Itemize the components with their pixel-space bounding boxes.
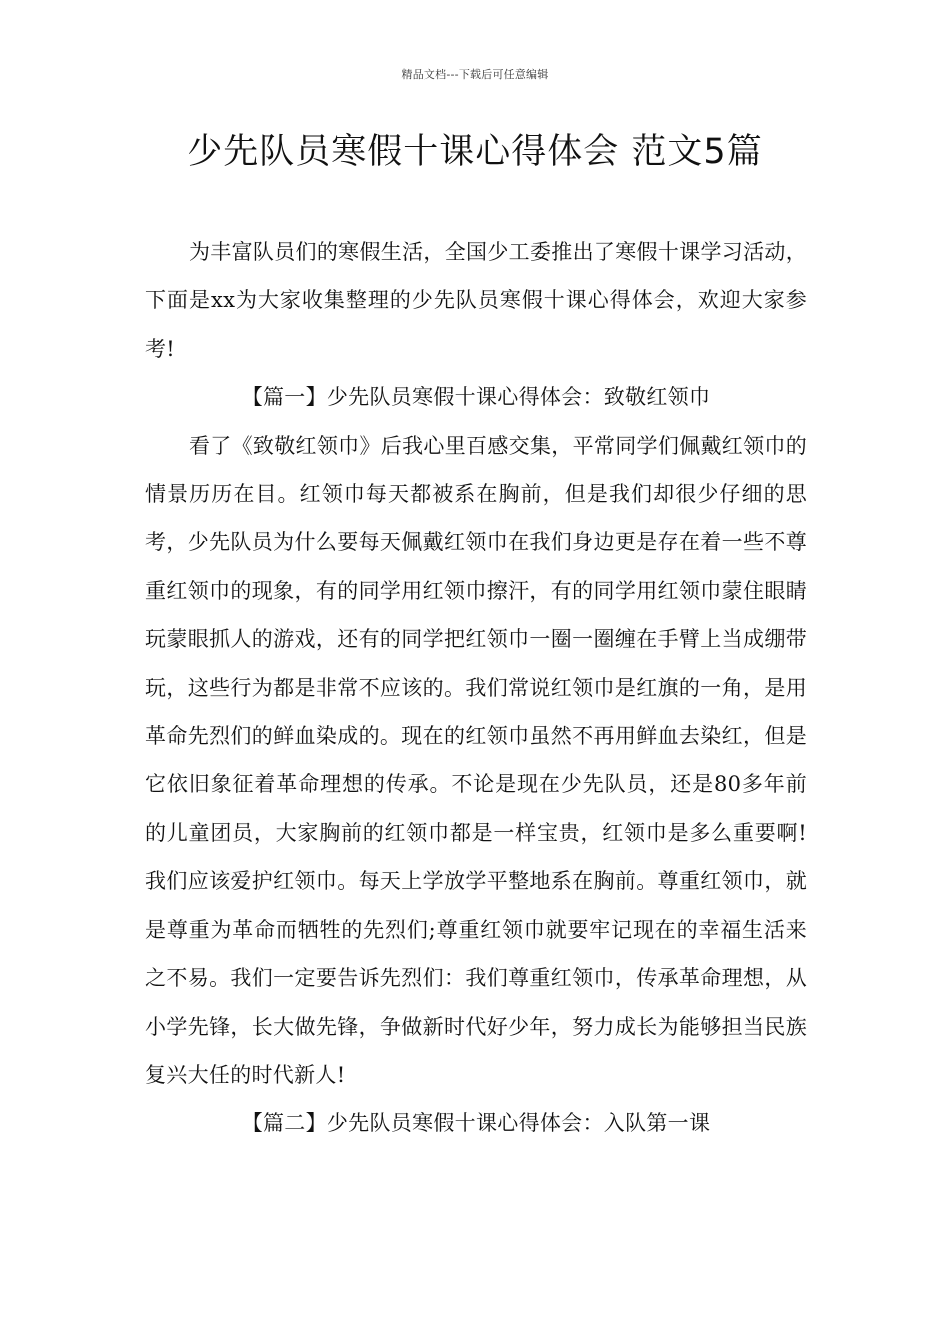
section-1-heading: 【篇一】少先队员寒假十课心得体会：致敬红领巾 xyxy=(241,385,711,410)
document-body xyxy=(145,228,807,1148)
document-title: 少先队员寒假十课心得体会 范文5篇 xyxy=(187,132,763,172)
intro-paragraph: 为丰富队员们的寒假生活，全国少工委推出了寒假十课学习活动，下面是xx为大家收集整理的少先队员寒假十课心得体会，欢迎大家参考! xyxy=(145,240,807,361)
section-2-heading: 【篇二】少先队员寒假十课心得体会：入队第一课 xyxy=(241,1111,711,1136)
section-1-body: 看了《致敬红领巾》后我心里百感交集，平常同学们佩戴红领巾的情景历历在目。红领巾每天都被系在胸前，但是我们却很少仔细的思考，少先队员为什么要每天佩戴红领巾在我们身边更是存在着一些不尊重红领巾的现象，有的同学用红领巾擦汗，有的同学用红领巾蒙住眼睛玩蒙眼抓人的游戏，还有的同学把红领巾一圈一圈缠在手臂上当成绷带玩，这些行为都是非常不应该的。我们常说红领巾是红旗的一角，是用革命先烈们的鲜血染成的。现在的红领巾虽然不再用鲜血去染红，但是它依旧象征着革命理想的传承。不论是现在少先队员，还是80多年前的儿童团员，大家胸前的红领巾都是一样宝贵，红领巾是多么重要啊!我们应该爱护红领巾。每天上学放学平整地系在胸前。尊重红领巾，就是尊重为革命而牺牲的先烈们;尊重红领巾就要牢记现在的幸福生活来之不易。我们一定要告诉先烈们：我们尊重红领巾，传承革命理想，从小学先锋，长大做先锋，争做新时代好少年，努力成长为能够担当民族复兴大任的时代新人! xyxy=(145,433,807,1087)
header-watermark: 精品文档---下载后可任意编辑 xyxy=(401,68,549,81)
